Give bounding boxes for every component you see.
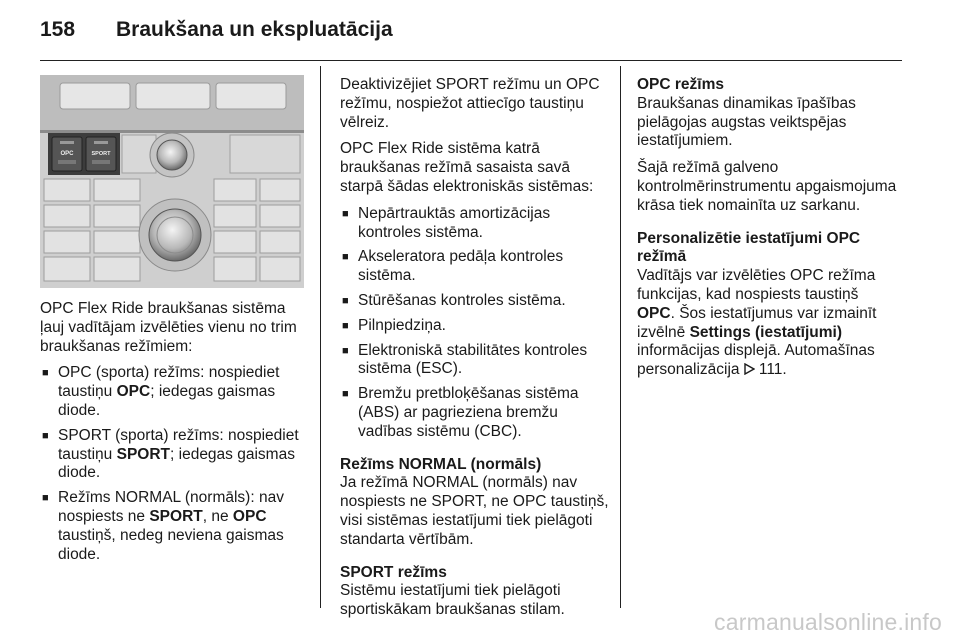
list-item: ■ Stūrēšanas kontroles sistēma.: [340, 292, 612, 311]
paragraph: Vadītājs var izvēlēties OPC režīma funkcijas, kad nospiests taustiņš OPC. Šos iestatījumus var izmainīt izvēlnē Settings (iestatījumi) informācijas displejā. Automašīnas personalizācija 111.: [637, 267, 877, 379]
page-title: Braukšana un ekspluatācija: [116, 18, 393, 41]
heading-personalized-settings: Personalizētie iestatījumi OPC režīmā: [637, 229, 861, 266]
page-number: 158: [40, 18, 76, 41]
sport-button-label: SPORT: [91, 151, 111, 157]
column-2: [340, 76, 612, 628]
mode-list: [40, 364, 312, 564]
heading-opc-mode: OPC režīms: [637, 76, 725, 93]
list-item: ■ SPORT (sporta) režīms: nospiediet taustiņu SPORT; iedegas gaismas diode.: [40, 427, 312, 483]
paragraph: Šajā režīmā galveno kontrolmērinstrumentu apgaismojuma krāsa tiek nomainīta uz sarkanu.: [637, 159, 897, 214]
control-panel-photo: [40, 75, 304, 288]
sport-button: [86, 137, 116, 171]
list-item: ■ Akseleratora pedāļa kontroles sistēma.: [340, 248, 612, 286]
list-item: ■ Nepārtrauktās amortizācijas kontroles sistēma.: [340, 205, 612, 243]
intro-paragraph: OPC Flex Ride braukšanas sistēma ļauj vadītājam izvēlēties vienu no trim braukšanas režīmiem:: [40, 300, 297, 355]
list-item: ■ Elektroniskā stabilitātes kontroles sistēma (ESC).: [340, 342, 612, 380]
list-item: ■ Pilnpiedziņa.: [340, 317, 612, 336]
page-reference-link[interactable]: 111.: [758, 361, 787, 379]
page-reference-icon: [744, 363, 755, 375]
page-header: [40, 18, 900, 48]
opc-button-label: OPC: [60, 151, 74, 157]
column-1: [40, 300, 312, 570]
column-divider-2: [620, 66, 621, 608]
column-divider-1: [320, 66, 321, 608]
paragraph: OPC Flex Ride sistēma katrā braukšanas režīmā sasaista savā starpā šādas elektroniskās sistēmas:: [340, 140, 594, 195]
heading-normal-mode: Režīms NORMAL (normāls): [340, 455, 542, 473]
paragraph: Ja režīmā NORMAL (normāls) nav nospiests ne SPORT, ne OPC taustiņš, visi sistēmas iestatījumi tiek pielāgoti standarta vērtībām.: [340, 474, 609, 548]
heading-sport-mode: SPORT režīms: [340, 563, 447, 581]
header-rule: [40, 60, 902, 61]
watermark: carmanualsonline.info: [714, 609, 942, 635]
list-item: ■ Režīms NORMAL (normāls): nav nospiests ne SPORT, ne OPC taustiņš, nedeg neviena gaismas diode.: [40, 489, 312, 564]
systems-list: [340, 205, 612, 442]
paragraph: Braukšanas dinamikas īpašības pielāgojas augstas veiktspējas iestatījumiem.: [637, 94, 856, 150]
opc-button: [52, 137, 82, 171]
paragraph: Deaktivizējiet SPORT režīmu un OPC režīmu, nospiežot attiecīgo taustiņu vēlreiz.: [340, 76, 600, 131]
paragraph: Sistēmu iestatījumi tiek pielāgoti sportiskākam braukšanas stilam.: [340, 582, 565, 619]
list-item: ■ OPC (sporta) režīms: nospiediet taustiņu OPC; iedegas gaismas diode.: [40, 364, 312, 420]
column-3: [637, 76, 899, 388]
list-item: ■ Bremžu pretbloķēšanas sistēma (ABS) ar pagrieziena bremžu vadības sistēmu (CBC).: [340, 385, 612, 441]
